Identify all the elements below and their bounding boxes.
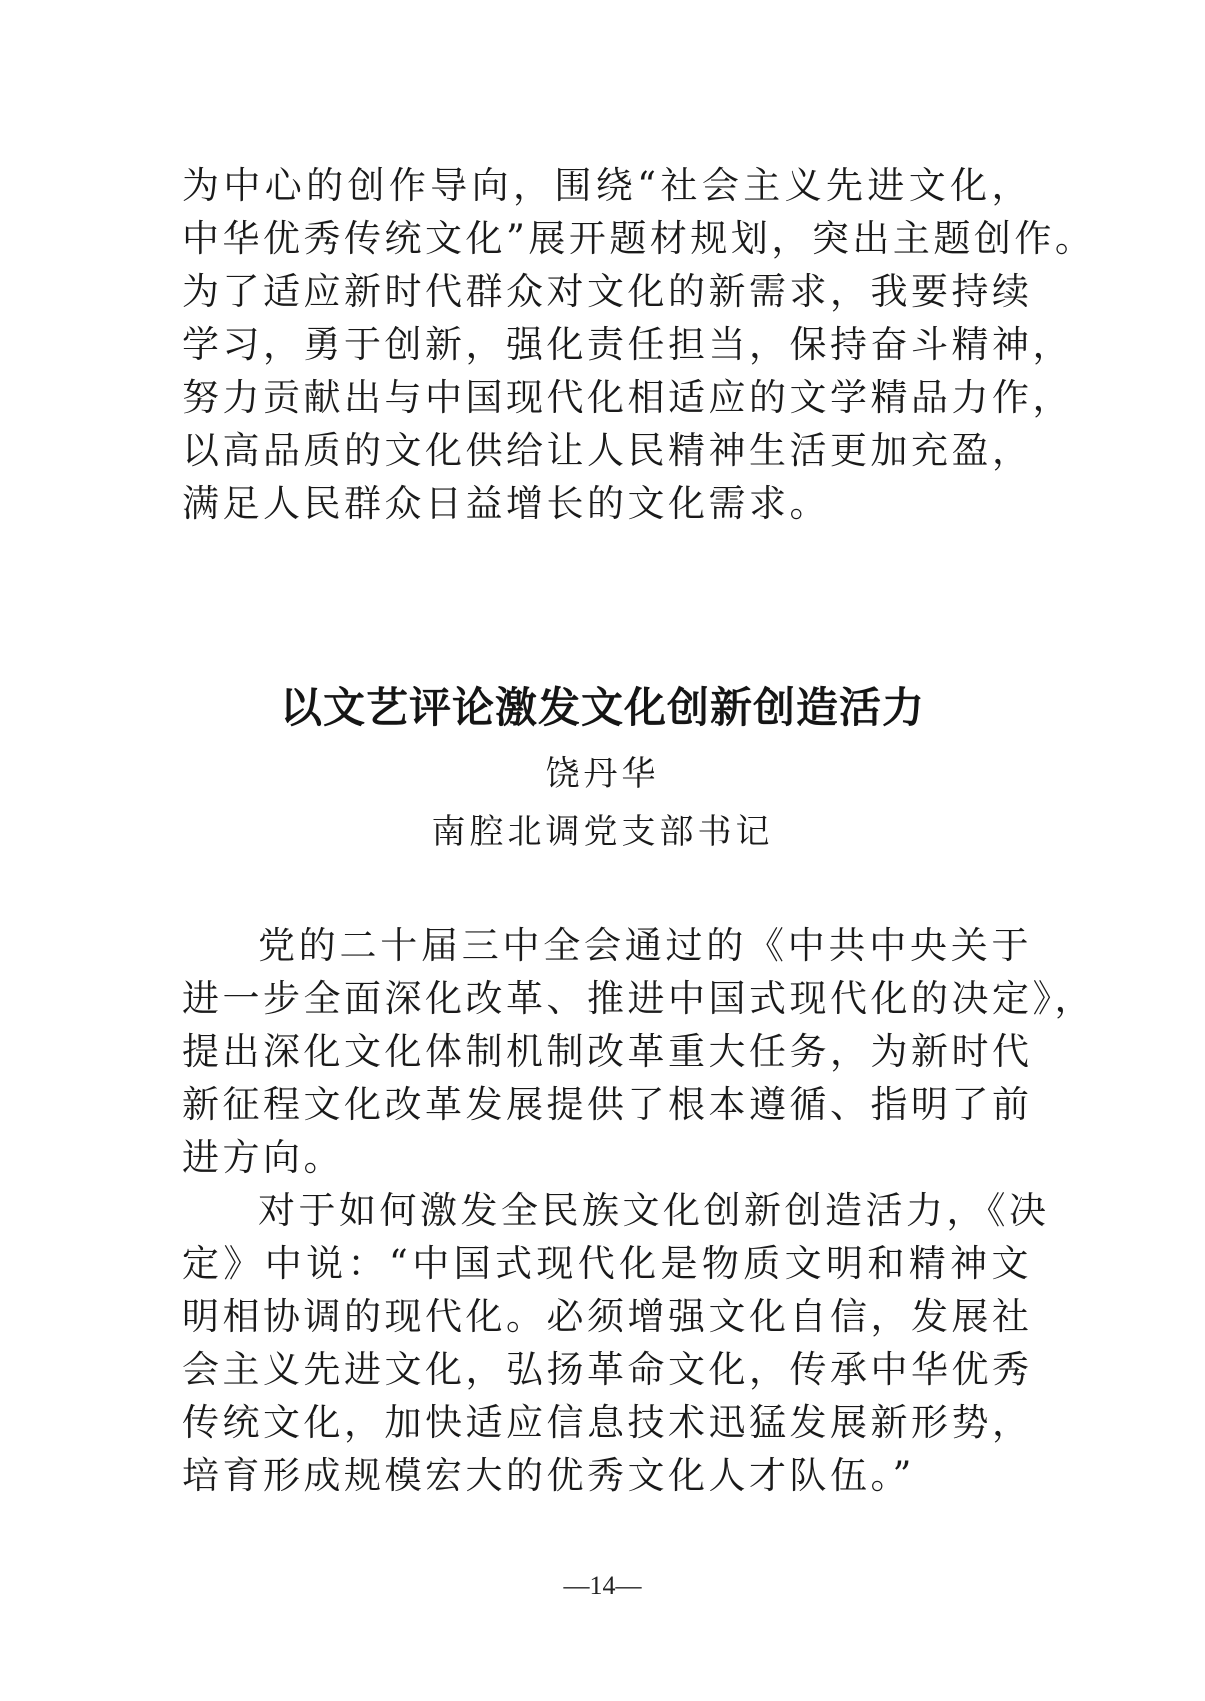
text-line: 为了适应新时代群众对文化的新需求，我要持续 [182,270,1033,313]
text-line: 为中心的创作导向，围绕“社会主义先进文化， [182,164,1032,207]
text-line: 提出深化文化体制机制改革重大任务，为新时代 [182,1030,1033,1073]
page-number: —14— [563,1571,642,1600]
text-line: 进方向。 [182,1136,344,1179]
text-line: 定》中说：“中国式现代化是物质文明和精神文 [182,1242,1032,1285]
article-title: 以文艺评论激发文化创新创造活力 [279,683,925,732]
text-line: 进一步全面深化改革、推进中国式现代化的决定》， [182,977,1095,1020]
text-line: 会主义先进文化，弘扬革命文化，传承中华优秀 [182,1348,1033,1391]
text-line: 中华优秀传统文化”展开题材规划，突出主题创作。 [182,217,1096,260]
text-line: 培育形成规模宏大的优秀文化人才队伍。” [182,1454,915,1497]
text-line: 对于如何激发全民族文化创新创造活力，《决 [258,1189,1050,1232]
text-line: 满足人民群众日益增长的文化需求。 [182,482,830,525]
text-line: 学习，勇于创新，强化责任担当，保持奋斗精神， [182,323,1073,366]
text-line: 努力贡献出与中国现代化相适应的文学精品力作， [182,376,1073,419]
text-line: 传统文化，加快适应信息技术迅猛发展新形势， [182,1401,1033,1444]
text-line: 新征程文化改革发展提供了根本遵循、指明了前 [182,1083,1033,1126]
text-line: 以高品质的文化供给让人民精神生活更加充盈， [182,429,1033,472]
author-position: 南腔北调党支部书记 [431,812,774,852]
article-author: 饶丹华 [545,754,660,794]
text-line: 明相协调的现代化。必须增强文化自信，发展社 [182,1295,1033,1338]
text-line: 党的二十届三中全会通过的《中共中央关于 [258,924,1032,967]
